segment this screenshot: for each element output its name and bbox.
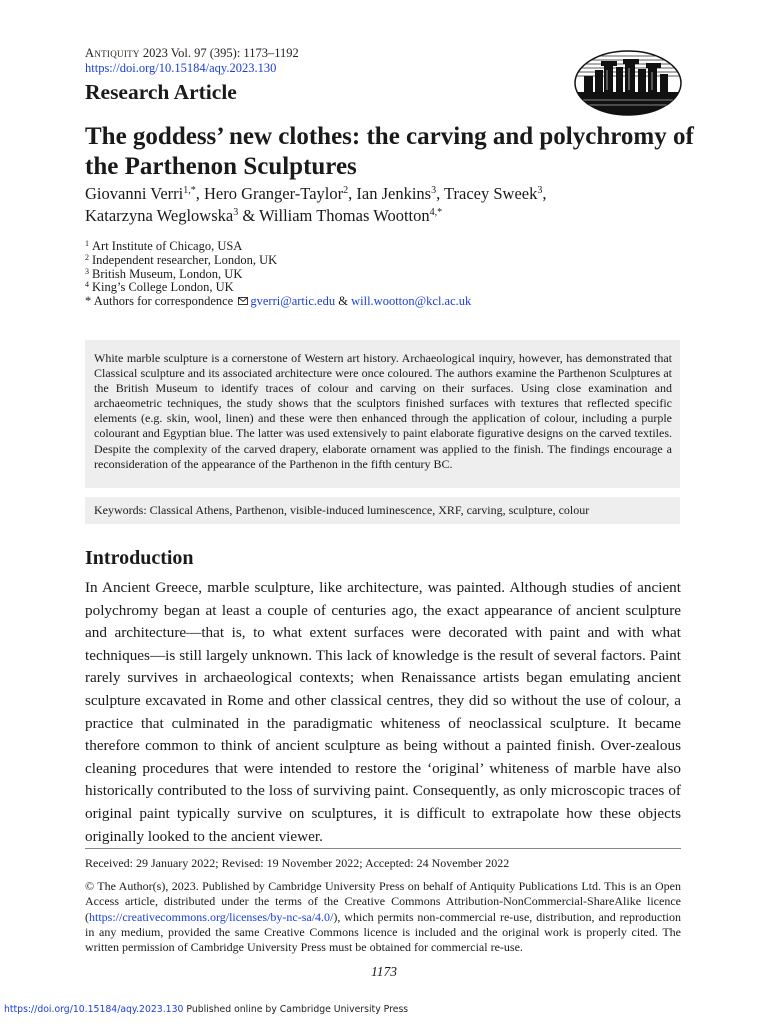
affiliation-item: [85, 254, 471, 268]
correspondence-label: Authors for correspondence: [93, 294, 234, 309]
affiliation-marker: 2: [85, 252, 89, 262]
abstract-text: White marble sculpture is a cornerstone of Western art history. Archaeological inquiry, however, has demonstrated that Classical sculpture and its associated architecture were once coloured. The authors examine the Parthenon Sculptures at the British Museum to identify traces of colour and carving on their surfaces. Using close examination and archaeometric techniques, the study shows that the sculptors finished surfaces with textures that reflected specific elements (e.g. skin, wool, linen) and these were then enhanced through the application of colour, including a purple colourant and Egyptian blue. The latter was used extensively to paint elaborate figurative designs on the carved textiles. Despite the complexity of the carved drapery, elaborate ornament was applied to the finish. The findings encourage a reconsideration of the appearance of the Parthenon in the fifth century BC.: [94, 351, 672, 471]
author-affiliation-marker: 3: [431, 185, 437, 196]
license-link[interactable]: https://creativecommons.org/licenses/by-nc-sa/4.0/: [89, 909, 334, 924]
keywords-text: Keywords: Classical Athens, Parthenon, visible-induced luminescence, XRF, carving, sculpture, colour: [94, 503, 590, 517]
license-statement: [85, 879, 681, 955]
author-separator: ,: [195, 184, 204, 203]
license-text-before: © The Author(s), 2023. Published by Cambridge University Press on behalf of Antiquity Publications Ltd. This is an Open Access article, distributed under the terms of the Creative Commons Attribution-NonCommercial-ShareAlike licence (: [85, 879, 681, 924]
footer-doi-link[interactable]: https://doi.org/10.15184/aqy.2023.130: [4, 1004, 184, 1015]
article-title: The goddess’ new clothes: the carving and polychromy of the Parthenon Sculptures: [85, 123, 694, 180]
antiquity-stone-circle-logo-icon: [574, 50, 682, 116]
submission-dates: Received: 29 January 2022; Revised: 19 November 2022; Accepted: 24 November 2022: [85, 856, 510, 870]
author-separator: ,: [436, 184, 445, 203]
introduction-heading: Introduction: [85, 547, 194, 569]
correspondence-line: [85, 295, 471, 309]
author-name: Katarzyna Weglowska: [85, 206, 234, 225]
abstract-box: [85, 340, 680, 488]
journal-name: Antiquity: [85, 46, 140, 60]
affiliation-marker: 4: [85, 280, 89, 290]
author-affiliation-marker: 3: [537, 185, 543, 196]
doi-link[interactable]: https://doi.org/10.15184/aqy.2023.130: [85, 61, 277, 75]
affiliation-text: King’s College London, UK: [92, 280, 234, 295]
affiliation-marker: 1: [85, 239, 89, 248]
affiliation-item: [85, 240, 471, 254]
affiliation-text: Independent researcher, London, UK: [92, 252, 278, 267]
author-separator: &: [238, 206, 259, 225]
author-list: [85, 183, 695, 227]
correspondence-and: &: [338, 294, 348, 309]
author-affiliation-marker: 3: [233, 207, 239, 218]
author-affiliation-marker: 1,*: [183, 185, 196, 196]
author-name: William Thomas Wootton: [258, 206, 430, 225]
author-separator: ,: [542, 184, 547, 203]
envelope-icon: [238, 297, 248, 305]
affiliation-list: [85, 240, 471, 309]
affiliation-marker: 3: [85, 266, 89, 276]
correspondence-email-verri[interactable]: gverri@artic.edu: [250, 294, 336, 309]
keywords-box: [85, 497, 680, 524]
article-type-label: Research Article: [85, 80, 237, 104]
author-name: Giovanni Verri: [85, 184, 184, 203]
correspondence-marker: *: [85, 294, 92, 309]
author-name: Hero Granger-Taylor: [203, 184, 344, 203]
page-number: 1173: [371, 964, 397, 979]
correspondence-email-wootton[interactable]: will.wootton@kcl.ac.uk: [351, 294, 472, 309]
affiliation-text: British Museum, London, UK: [92, 266, 243, 281]
affiliation-item: [85, 268, 471, 282]
journal-citation-line: [85, 46, 299, 61]
author-name: Tracey Sweek: [444, 184, 538, 203]
author-affiliation-marker: 4,*: [429, 207, 443, 218]
author-name: Ian Jenkins: [356, 184, 432, 203]
footer-published-text: Published online by Cambridge University Press: [186, 1004, 409, 1015]
author-separator: ,: [348, 184, 357, 203]
introduction-paragraph: In Ancient Greece, marble sculpture, like architecture, was painted. Although studies of ancient polychromy began at least a couple of centuries ago, the exact appearance of ancient sculpture and architecture—that is, to what extent surfaces were decorated with paint and with what techniques—is still largely unknown. This lack of knowledge is the result of several factors. Paint rarely survives in archaeological contexts; when Renaissance artists began emulating ancient sculpture excavated in Rome and other classical centres, they did so without the use of colour, a practice that culminated in the paradigmatic whiteness of neoclassical sculpture. It became therefore common to think of ancient sculpture as being without a painted finish. Over-zealous cleaning procedures that were intended to restore the ‘original’ whiteness of marble have also historically contributed to the loss of surviving paint. Consequently, as only microscopic traces of original paint typically survive on sculptures, it is difficult to extrapolate how these objects originally looked to the ancient viewer.: [85, 579, 681, 845]
journal-citation: 2023 Vol. 97 (395): 1173–1192: [142, 46, 299, 60]
affiliation-text: Art Institute of Chicago, USA: [92, 239, 243, 253]
footnote-divider: [85, 848, 681, 849]
affiliation-item: [85, 281, 471, 295]
license-text-after: ), which permits non-commercial re-use, distribution, and reproduction in any medium, provided the same Creative Commons licence is included and the original work is properly cited. The written permission of Cambridge University Press must be obtained for commercial re-use.: [85, 909, 681, 955]
author-affiliation-marker: 2: [343, 185, 349, 196]
page-footer: [4, 1004, 408, 1016]
